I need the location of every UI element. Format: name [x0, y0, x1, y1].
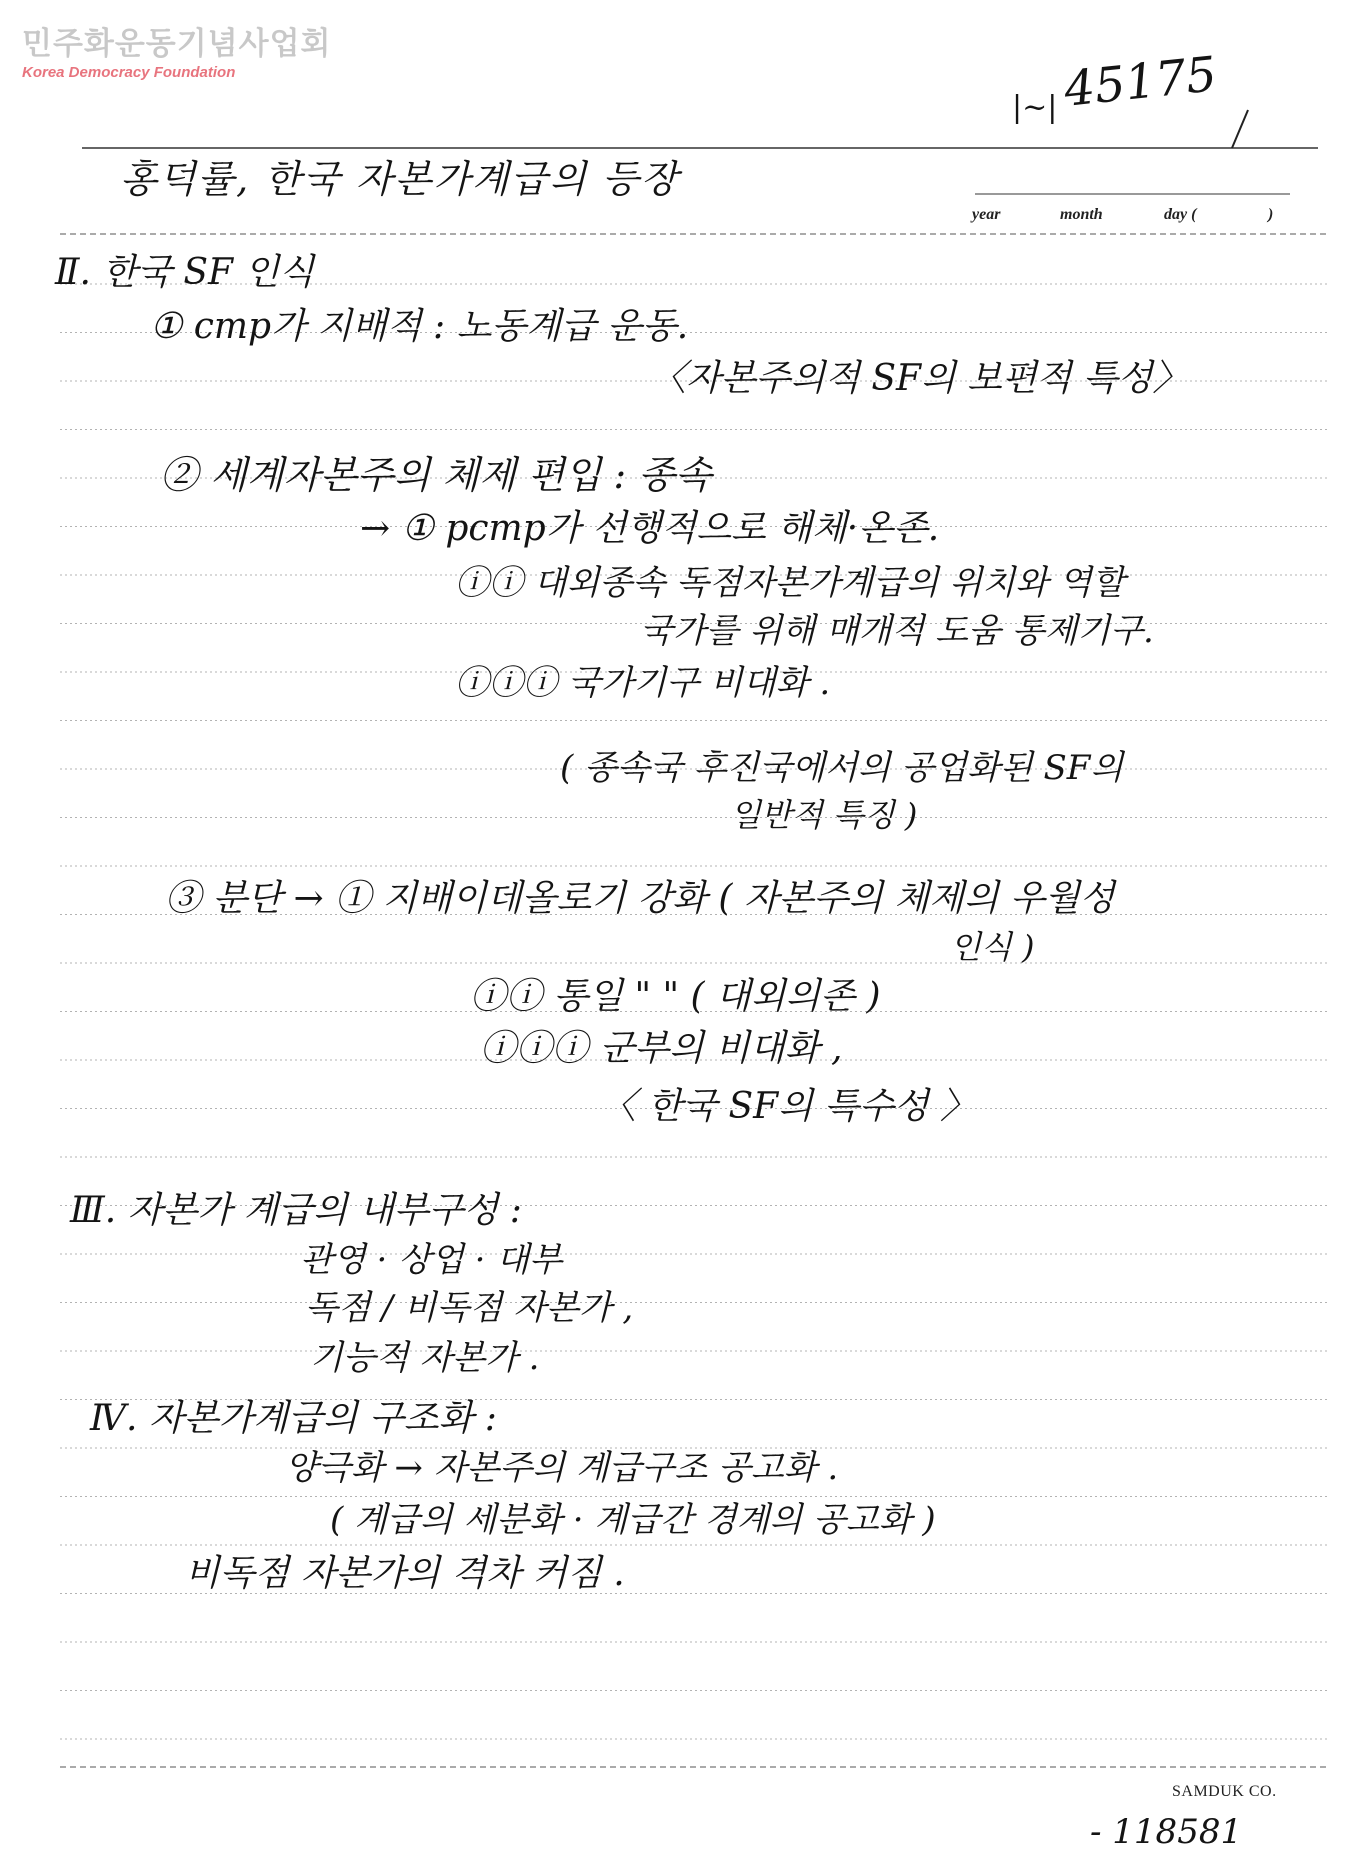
- section-2-item-3-ii: ⓘⓘ 통일 " " ( 대외의존 ): [470, 976, 881, 1017]
- section-3-line-3: 기능적 자본가 .: [310, 1338, 540, 1378]
- date-label-year: year: [972, 206, 1001, 223]
- date-label-day: day (: [1164, 206, 1197, 223]
- section-4-line-2: ( 계급의 세분화 · 계급간 경계의 공고화 ): [330, 1500, 936, 1540]
- section-3-heading: Ⅲ. 자본가 계급의 내부구성 :: [70, 1190, 522, 1231]
- section-3-line-1: 관영 · 상업 · 대부: [300, 1240, 562, 1280]
- section-2-item-3: ③ 분단 → ① 지배이데올로기 강화 ( 자본주의 체제의 우월성: [165, 878, 1115, 919]
- section-2-item-2-ii: ⓘⓘ 대외종속 독점자본가계급의 위치와 역할: [455, 563, 1125, 603]
- section-3-line-2: 독점 / 비독점 자본가 ,: [305, 1288, 634, 1328]
- archive-number-prefix: |~|: [1012, 90, 1058, 125]
- notebook-brand: SAMDUK CO.: [1172, 1783, 1277, 1800]
- archive-number: 45175: [1061, 46, 1220, 118]
- section-2-heading: Ⅱ. 한국 SF 인식: [55, 252, 314, 293]
- section-4-heading: Ⅳ. 자본가계급의 구조화 :: [90, 1398, 497, 1439]
- section-2-item-2: ② 세계자본주의 체제 편입 : 종속: [160, 453, 712, 497]
- foundation-watermark-korean: 민주화운동기념사업회: [22, 26, 332, 62]
- section-2-item-2-i: → ① pcmp가 선행적으로 해체·온존.: [360, 508, 940, 549]
- section-2-item-2-note-1: ( 종속국 후진국에서의 공업화된 SF의: [560, 748, 1124, 788]
- section-4-line-3: 비독점 자본가의 격차 커짐 .: [185, 1553, 625, 1594]
- section-2-item-1: ① cmp가 지배적 : 노동계급 운동.: [150, 306, 689, 347]
- date-label-day-close: ): [1268, 206, 1274, 223]
- section-2-item-2-note-2: 일반적 특징 ): [730, 796, 918, 834]
- document-title: 홍덕률, 한국 자본가계급의 등장: [120, 157, 680, 201]
- date-label-month: month: [1060, 206, 1103, 223]
- section-4-line-1: 양극화 → 자본주의 계급구조 공고화 .: [285, 1448, 839, 1488]
- section-2-item-3-note: 〈 한국 SF의 특수성 〉: [600, 1086, 977, 1127]
- section-2-item-3-iii: ⓘⓘⓘ 군부의 비대화 ,: [480, 1028, 843, 1069]
- page-number: - 118581: [1090, 1812, 1243, 1852]
- section-2-item-3-b: 인식 ): [950, 928, 1035, 966]
- section-2-item-1-note: 〈자본주의적 SF의 보편적 특성〉: [650, 358, 1189, 399]
- section-2-item-2-ii-b: 국가를 위해 매개적 도움 통제기구.: [640, 611, 1154, 651]
- section-2-item-2-iii: ⓘⓘⓘ 국가기구 비대화 .: [455, 663, 831, 703]
- foundation-watermark-english: Korea Democracy Foundation: [22, 64, 236, 81]
